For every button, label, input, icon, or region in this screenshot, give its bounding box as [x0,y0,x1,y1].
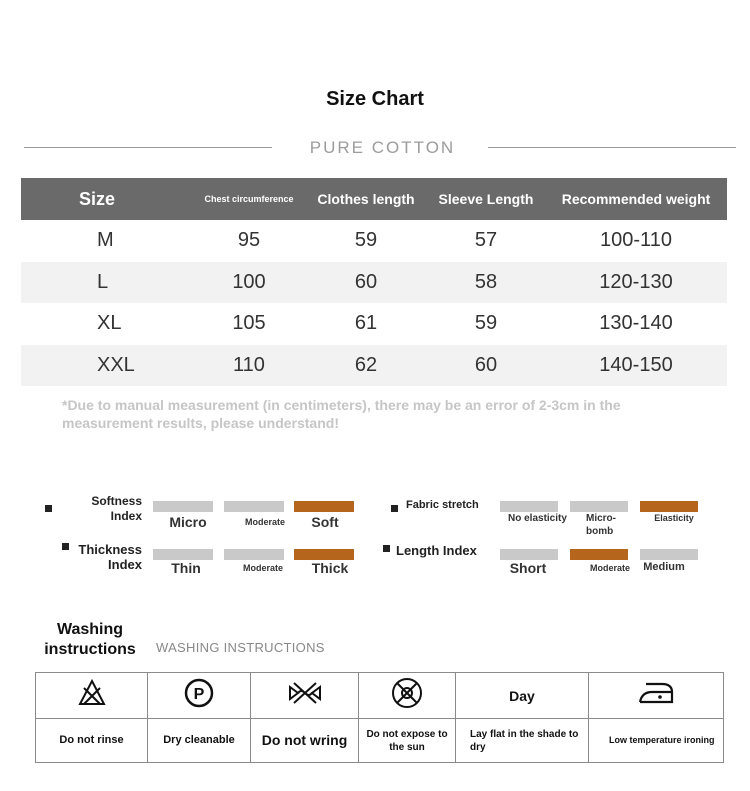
length-level-2: Moderate [589,563,630,573]
thickness-level-1: Thin [171,560,201,576]
thickness-index-label: Thickness Index [78,542,142,572]
table-header [21,178,727,220]
thickness-bar-3 [294,549,354,560]
table-cell: 59 [474,312,498,335]
washing-label: Do not expose to the sun [366,728,448,753]
table-cell: 140-150 [599,353,673,376]
table-cell: 58 [474,270,498,293]
column-header-size: Size [79,188,116,209]
stretch-bar-2 [570,501,628,512]
table-row [21,345,727,387]
no-rinse-icon [77,678,107,713]
washing-label: Lay flat in the shade to dry [470,728,579,753]
column-header-length: Clothes length [317,191,415,207]
day-label: Day [509,687,535,704]
softness-level-1: Micro [169,514,207,530]
table-row [21,303,727,345]
stretch-bar-1 [500,501,558,512]
thickness-level-2: Moderate [242,563,283,573]
dry-clean-icon [183,677,215,714]
column-header-weight: Recommended weight [561,191,711,207]
length-bar-2 [570,549,628,560]
subtitle: PURE COTTON [309,138,456,157]
length-index-label: Length Index [396,543,477,558]
no-sun-icon [390,676,424,715]
stretch-level-1: No elasticity [508,513,567,524]
divider-right [488,147,736,148]
table-cell: 60 [474,353,498,376]
softness-index-label: Softness Index [91,494,142,523]
softness-level-2: Moderate [244,517,285,527]
bullet-icon [383,545,390,552]
washing-label: Dry cleanable [163,734,235,746]
table-cell: 130-140 [599,312,673,335]
washing-cell [589,673,723,762]
column-header-sleeve: Sleeve Length [438,191,534,207]
table-row [21,262,727,304]
washing-label: Low temperature ironing [609,735,715,745]
softness-bar-2 [224,501,284,512]
table-cell: 62 [354,353,378,376]
stretch-bar-3 [640,501,698,512]
length-level-1: Short [509,560,547,576]
length-bar-3 [640,549,698,560]
table-cell: 59 [354,229,378,252]
stretch-level-2: Micro-bomb [586,513,616,537]
table-cell: 100 [232,270,266,293]
thickness-bar-1 [153,549,213,560]
washing-cell [251,673,359,762]
washing-cell [36,673,148,762]
column-header-chest: Chest circumference [204,194,294,204]
fabric-stretch-label: Fabric stretch [406,499,479,511]
table-cell: 61 [354,312,378,335]
table-cell: XL [97,312,122,335]
softness-bar-3 [294,501,354,512]
iron-icon [636,680,676,711]
softness-bar-1 [153,501,213,512]
table-cell: 120-130 [599,270,673,293]
thickness-level-3: Thick [311,560,349,576]
bullet-icon [391,505,398,512]
table-cell: 100-110 [600,229,672,252]
table-cell: XXL [97,353,135,376]
washing-subtitle: WASHING INSTRUCTIONS [156,640,325,655]
washing-label: Do not wring [261,732,348,748]
divider-left [24,147,272,148]
table-cell: 105 [232,312,266,335]
washing-table [35,672,724,763]
svg-text:P: P [193,686,205,703]
washing-title: Washing instructions [44,621,136,658]
table-row [21,220,727,262]
softness-level-3: Soft [311,514,339,530]
table-cell: M [97,229,114,252]
bullet-icon [45,505,52,512]
size-table [21,178,727,386]
page-title: Size Chart [326,88,424,110]
stretch-level-3: Elasticity [654,513,694,523]
table-cell: 60 [354,270,378,293]
length-bar-1 [500,549,558,560]
thickness-bar-2 [224,549,284,560]
washing-cell [148,673,251,762]
table-cell: 95 [237,229,261,252]
washing-cell [359,673,456,762]
table-cell: 57 [474,229,498,252]
washing-label: Do not rinse [59,734,124,746]
washing-cell [456,673,589,762]
do-not-wring-icon [287,679,323,712]
table-cell: 110 [233,353,265,376]
measurement-note: *Due to manual measurement (in centimeters), there may be an error of 2-3cm in the measurement results, please understand! [62,397,621,431]
length-level-3: Medium [643,561,685,573]
table-cell: L [97,270,109,293]
